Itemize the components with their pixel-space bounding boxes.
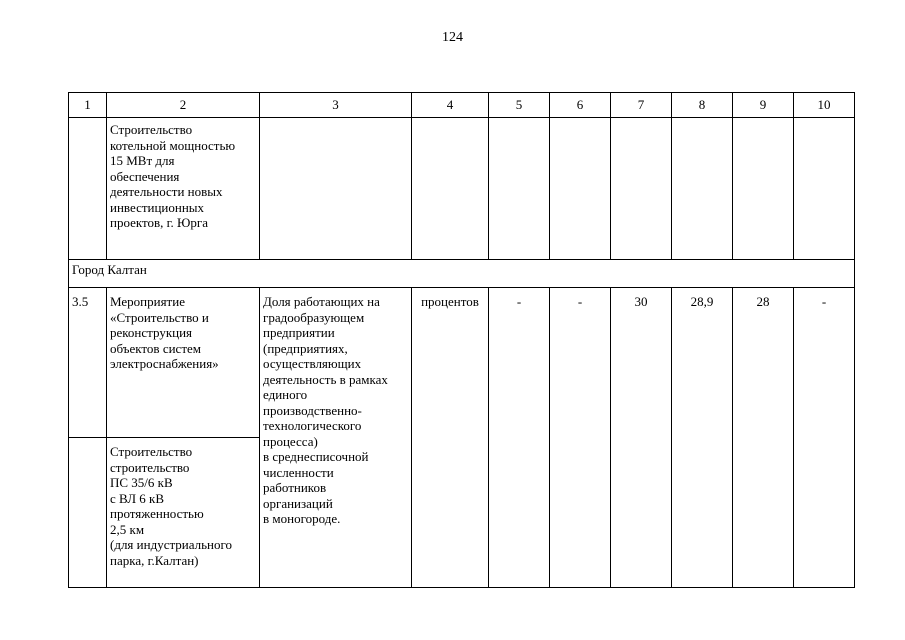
header-cell-3: 3 <box>260 93 412 118</box>
cell-value-5 <box>489 118 550 260</box>
header-cell-8: 8 <box>672 93 733 118</box>
cell-unit <box>412 118 489 260</box>
header-cell-10: 10 <box>794 93 855 118</box>
cell-value-10: - <box>794 288 855 588</box>
page-number: 124 <box>442 30 463 45</box>
indicators-table <box>68 92 855 588</box>
cell-indicator: Доля работающих на градообразующем предприятии (предприятиях, осуществляющих деятельность в рамках единого производственно- технологического процесса) в среднесписочной численности работников организаций в моногороде. <box>260 288 412 588</box>
cell-event: Строительство строительство ПС 35/6 кВ с ВЛ 6 кВ протяженностью 2,5 км (для индустриального парка, г.Калтан) <box>107 438 260 588</box>
cell-event: Строительство котельной мощностью 15 МВт для обеспечения деятельности новых инвестиционных проектов, г. Юрга <box>107 118 260 260</box>
city-name: Город Калтан <box>69 260 855 288</box>
cell-unit: процентов <box>412 288 489 588</box>
table-row <box>69 288 855 438</box>
header-cell-7: 7 <box>611 93 672 118</box>
cell-num <box>69 438 107 588</box>
header-cell-1: 1 <box>69 93 107 118</box>
cell-value-7: 30 <box>611 288 672 588</box>
cell-value-9 <box>733 118 794 260</box>
cell-value-6 <box>550 118 611 260</box>
cell-value-5: - <box>489 288 550 588</box>
header-cell-6: 6 <box>550 93 611 118</box>
table-row <box>69 118 855 260</box>
city-row <box>69 260 855 288</box>
cell-value-8 <box>672 118 733 260</box>
header-cell-5: 5 <box>489 93 550 118</box>
cell-value-7 <box>611 118 672 260</box>
cell-value-8: 28,9 <box>672 288 733 588</box>
header-cell-4: 4 <box>412 93 489 118</box>
header-cell-2: 2 <box>107 93 260 118</box>
header-cell-9: 9 <box>733 93 794 118</box>
cell-indicator <box>260 118 412 260</box>
cell-value-9: 28 <box>733 288 794 588</box>
header-row <box>69 93 855 118</box>
cell-value-6: - <box>550 288 611 588</box>
cell-event: Мероприятие «Строительство и реконструкция объектов систем электроснабжения» <box>107 288 260 438</box>
cell-num <box>69 118 107 260</box>
cell-value-10 <box>794 118 855 260</box>
cell-num: 3.5 <box>69 288 107 438</box>
